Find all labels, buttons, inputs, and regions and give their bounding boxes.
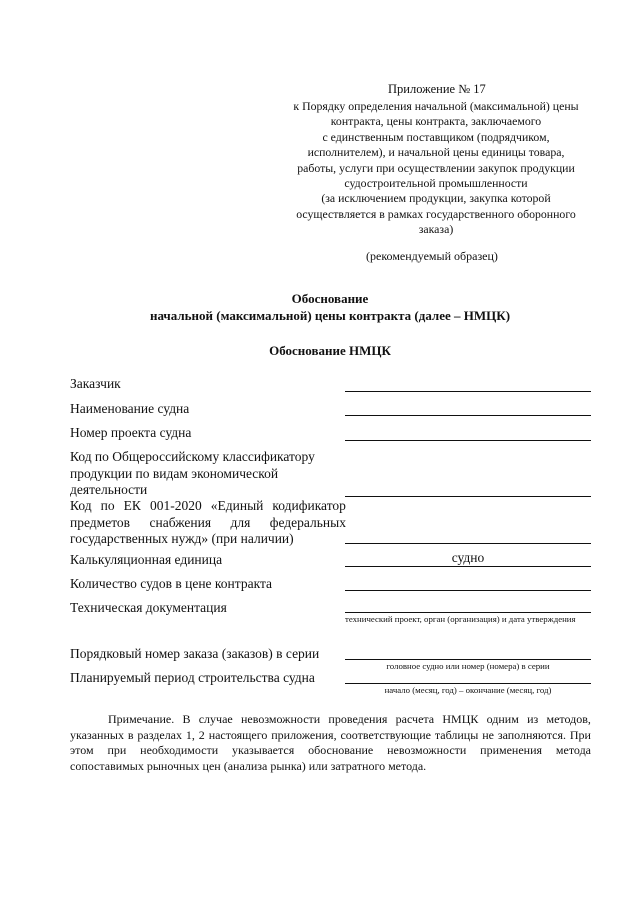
note-word: 2: [198, 727, 205, 742]
note-word: не: [482, 727, 494, 742]
note-word: приложения,: [271, 727, 337, 742]
appendix-description-line: заказа): [418, 222, 454, 237]
note-word: настоящего: [208, 727, 268, 742]
okpd-code-label-line: деятельности: [70, 482, 148, 497]
costing-unit-field-line: [345, 566, 591, 567]
project-number-field-line[interactable]: [345, 440, 591, 441]
note-word: этом: [70, 743, 94, 758]
ek-code-word: Код: [70, 498, 92, 513]
okpd-code-label: [70, 449, 315, 499]
appendix-description-line: контракта, цены контракта, заключаемого: [330, 114, 542, 129]
appendix-description-line: исполнителем), и начальной цены единицы товара,: [307, 145, 565, 160]
appendix-description-line: с единственным поставщиком (подрядчиком,: [322, 129, 550, 144]
note-word: применения: [480, 743, 543, 758]
okpd-code-label-line: продукции по видам экономической: [70, 465, 279, 481]
section-title: Обоснование НМЦК: [269, 343, 391, 358]
tech-docs-caption: технический проект, орган (организация) и дата утверждения: [345, 614, 576, 624]
vessel-name-label: Наименование судна: [70, 401, 190, 416]
document-title: Обоснование: [291, 291, 369, 306]
ek-code-label-line: [70, 498, 346, 515]
construction-period-caption: начало (месяц, год) – окончание (месяц, год): [384, 685, 552, 695]
note-word: таблицы: [434, 727, 479, 742]
appendix-description-line: (за исключением продукции, закупка которой: [321, 191, 551, 206]
appendix-description: [280, 99, 592, 238]
ek-code-word: снабжения: [149, 514, 212, 530]
ek-code-word: для: [230, 514, 251, 530]
ek-code-label: [70, 498, 346, 548]
costing-unit-value[interactable]: судно: [451, 550, 485, 565]
note-word: случае: [198, 712, 233, 726]
ek-code-field-line[interactable]: [345, 543, 591, 544]
note-word: указанных: [70, 727, 124, 742]
order-number-field-line[interactable]: [345, 659, 591, 660]
customer-label: Заказчик: [70, 376, 121, 391]
note-line: [70, 712, 591, 728]
vessel-count-label: Количество судов в цене контракта: [70, 576, 273, 591]
okpd-code-field-line[interactable]: [345, 496, 591, 497]
note-word: При: [569, 727, 591, 742]
note-word: необходимости: [140, 743, 219, 758]
ek-code-word: «Единый: [210, 498, 264, 513]
appendix-description-line: судостроительной промышленности: [344, 176, 528, 191]
ek-code-word: ЕК: [123, 498, 141, 513]
project-number-label: Номер проекта судна: [70, 425, 192, 440]
ek-code-word: 001-2020: [149, 498, 202, 513]
vessel-name-field-line[interactable]: [345, 415, 591, 416]
note-word: из: [527, 712, 539, 726]
ek-code-word: по: [100, 498, 115, 513]
okpd-code-label-line: Код по Общероссийскому классификатору: [70, 449, 315, 464]
note-word: проведения: [328, 712, 388, 726]
order-number-caption: головное судно или номер (номера) в серии: [386, 661, 550, 671]
note-word: 1,: [185, 727, 195, 742]
note-word: заполняются.: [497, 727, 566, 742]
ek-code-word: предметов: [70, 514, 131, 530]
document-subtitle: начальной (максимальной) цены контракта (далее – НМЦК): [149, 308, 511, 323]
construction-period-label: Планируемый период строительства судна: [70, 670, 315, 685]
ek-code-label-line: [70, 515, 346, 532]
note-word: НМЦК: [442, 712, 479, 726]
note-line: сопоставимых рыночных цен (анализа рынка) или затратного метода.: [70, 758, 427, 773]
note-line: [70, 728, 591, 744]
note-word: невозможности: [387, 743, 467, 758]
sample-note: (рекомендуемый образец): [366, 249, 498, 263]
note-word: соответствующие: [340, 727, 431, 742]
ek-code-label-line: государственных нужд» (при наличии): [70, 531, 294, 546]
costing-unit-label: Калькуляционная единица: [70, 552, 223, 567]
note-word: разделах: [137, 727, 183, 742]
ek-code-word: кодификатор: [272, 498, 346, 513]
note-word: В: [182, 712, 191, 726]
note-word: метода: [555, 743, 591, 758]
note-word: расчета: [395, 712, 435, 726]
vessel-count-field-line[interactable]: [345, 590, 591, 591]
note-word: при: [107, 743, 127, 758]
appendix-title: Приложение № 17: [388, 82, 486, 96]
appendix-description-line: работы, услуги при осуществлении закупок продукции: [297, 160, 575, 175]
appendix-description-line: к Порядку определения начальной (максимальной) цены: [293, 99, 579, 113]
note-line: [70, 743, 591, 759]
note-word: Примечание.: [108, 712, 175, 726]
note-word: методов,: [546, 712, 591, 726]
note-paragraph: [70, 712, 591, 774]
construction-period-field-line[interactable]: [345, 683, 591, 684]
ek-code-word: федеральных: [269, 514, 346, 530]
note-word: в: [127, 727, 134, 742]
note-word: невозможности: [240, 712, 321, 726]
note-word: указывается: [232, 743, 295, 758]
appendix-description-line: осуществляется в рамках государственного оборонного: [296, 206, 576, 221]
note-word: одним: [486, 712, 519, 726]
order-number-label: Порядковый номер заказа (заказов) в серии: [70, 646, 320, 661]
customer-field-line[interactable]: [345, 391, 591, 392]
tech-docs-field-line[interactable]: [345, 612, 591, 613]
tech-docs-label: Техническая документация: [70, 600, 227, 615]
note-word: обоснование: [308, 743, 374, 758]
